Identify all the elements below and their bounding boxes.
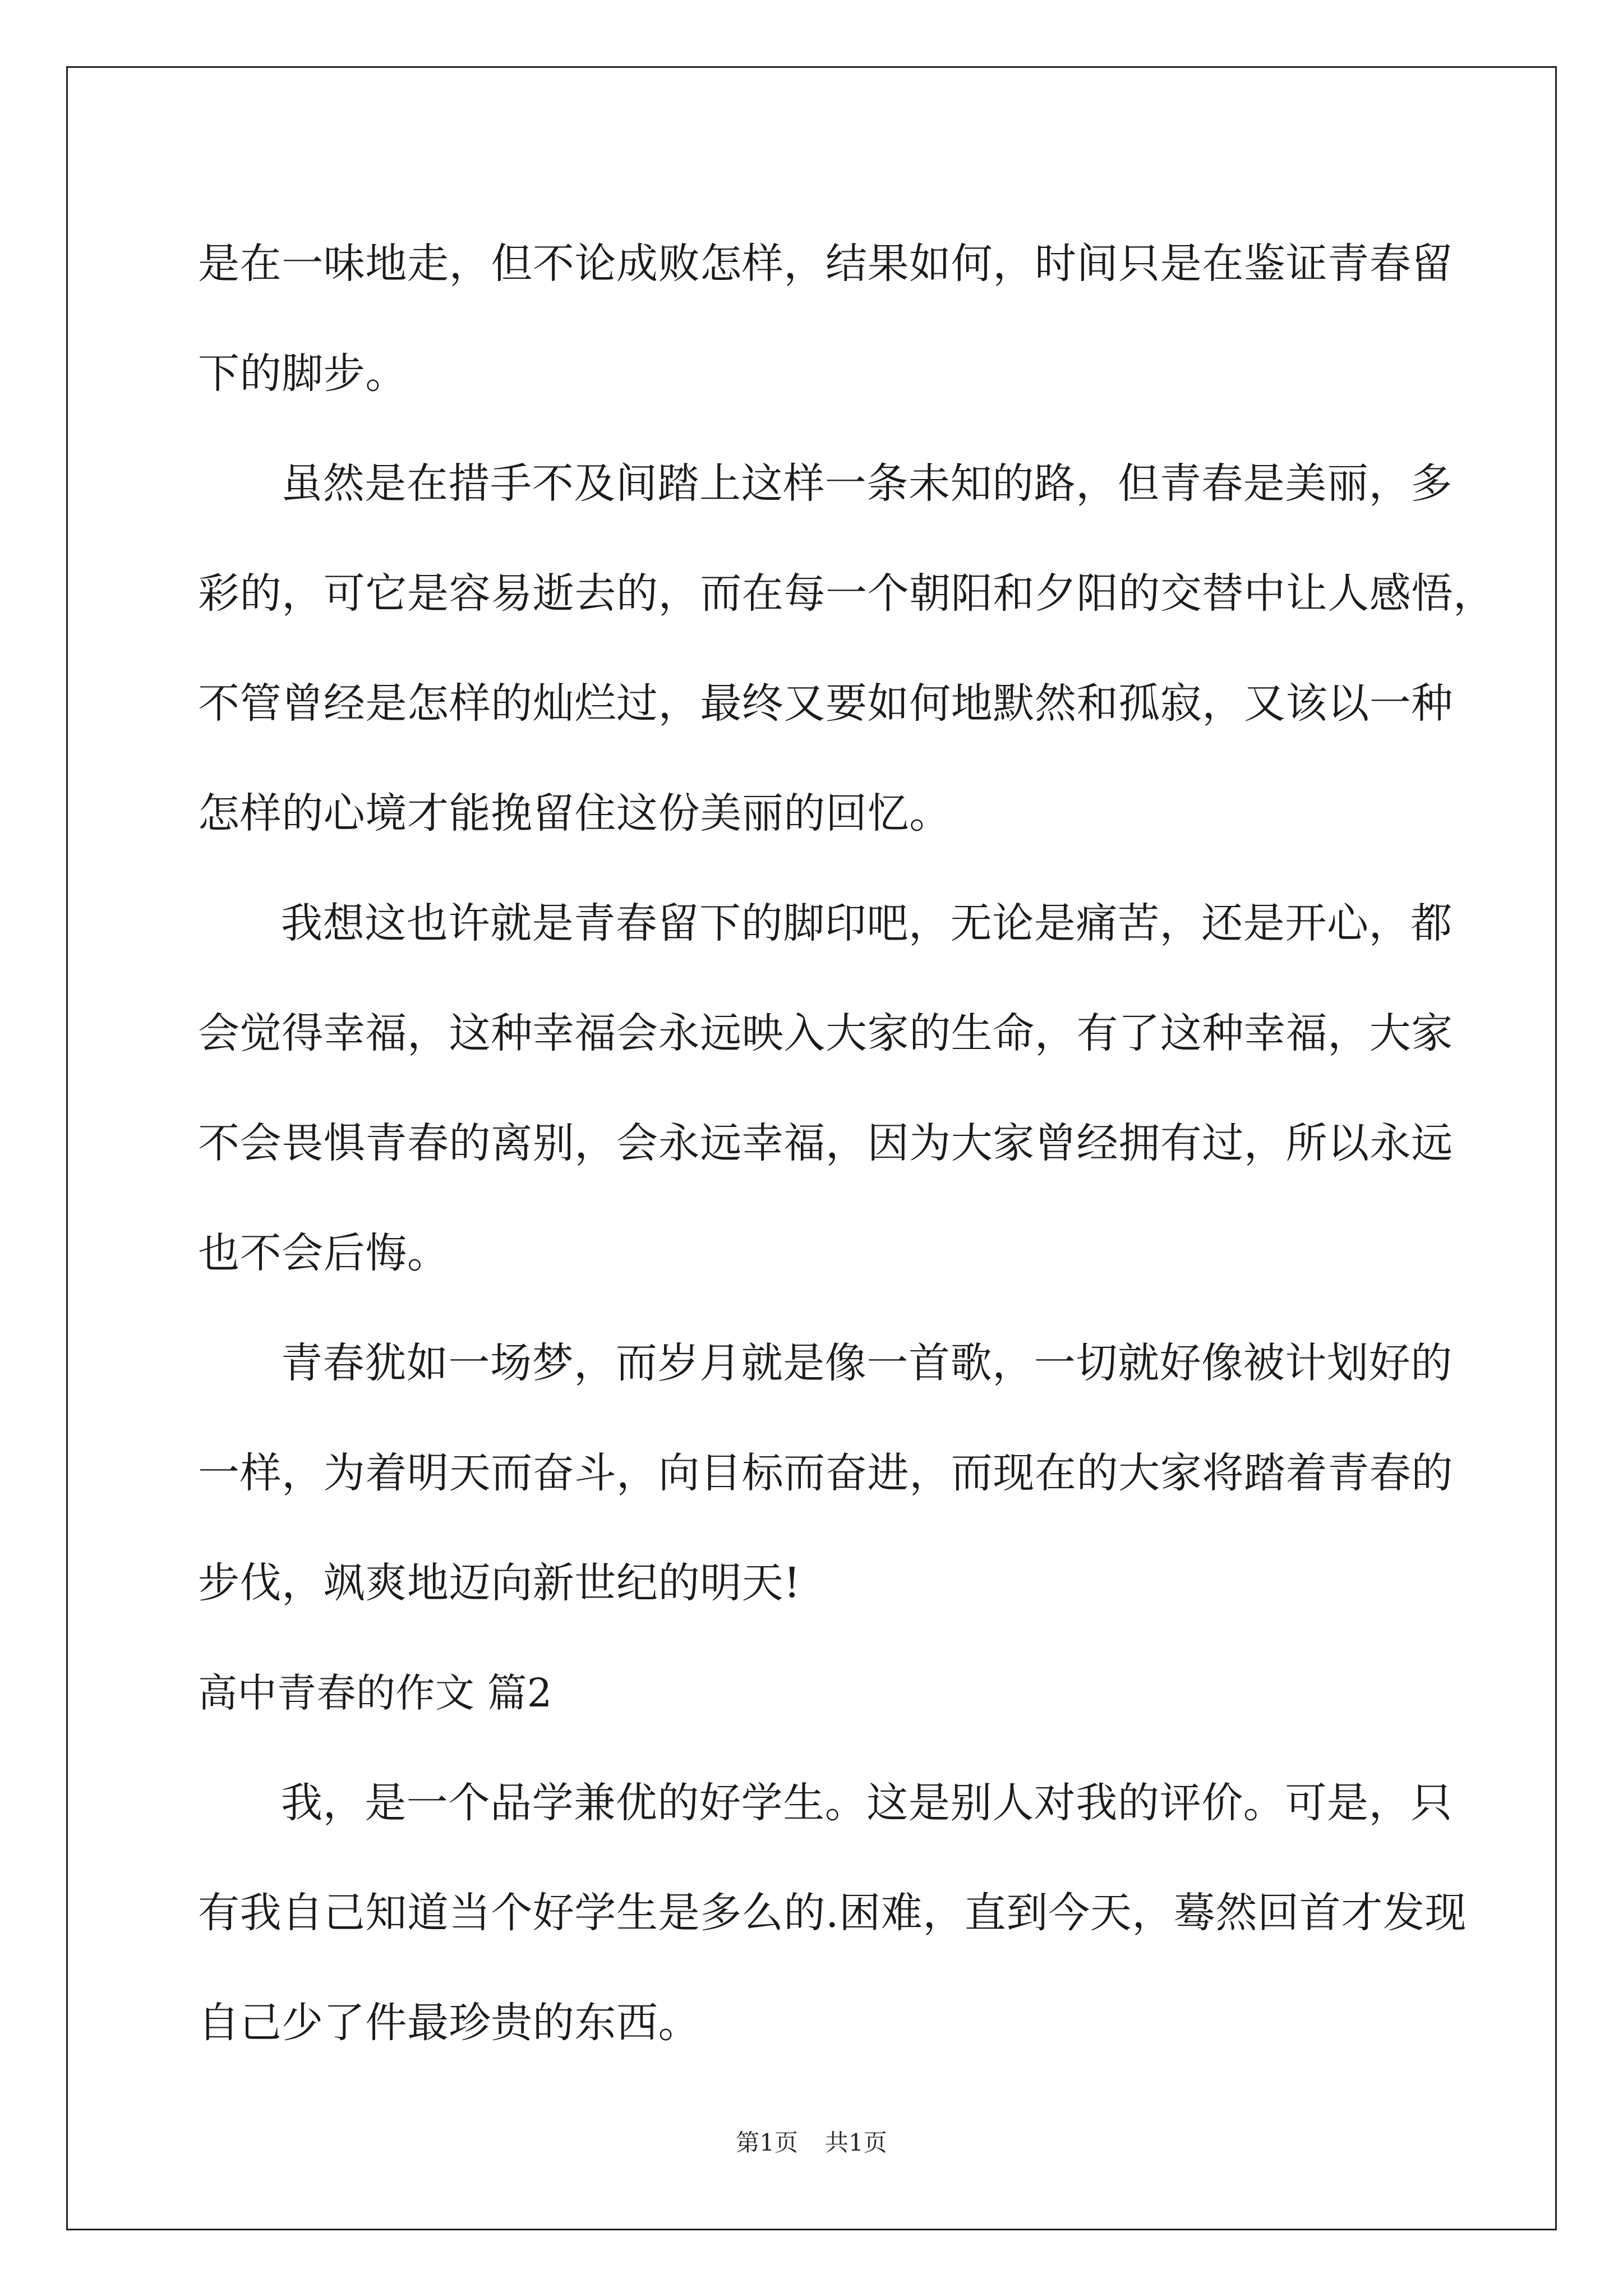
text-line: 有我自己知道当个好学生是多么的.困难，直到今天，蓦然回首才发现	[198, 1889, 1467, 1937]
text-line: 下的脚步。	[198, 349, 407, 398]
text-line: 自己少了件最珍贵的东西。	[198, 1999, 700, 2047]
text-line: 不会畏惧青春的离别，会永远幸福，因为大家曾经拥有过，所以永远	[198, 1119, 1453, 1167]
text-line: 一样，为着明天而奋斗，向目标而奋进，而现在的大家将踏着青春的	[198, 1449, 1453, 1497]
text-line: 也不会后悔。	[198, 1229, 449, 1277]
section-heading: 高中青春的作文 篇2	[198, 1670, 552, 1716]
text-line: 不管曾经是怎样的灿烂过，最终又要如何地默然和孤寂，又该以一种	[198, 679, 1453, 728]
page-footer	[0, 2126, 1623, 2160]
page-number-current: 第1页	[736, 2129, 798, 2156]
text-line: 步伐，飒爽地迈向新世纪的明天!	[198, 1559, 801, 1607]
paragraph-start-line: 我，是一个品学兼优的好学生。这是别人对我的评价。可是，只	[281, 1779, 1453, 1827]
text-line: 会觉得幸福，这种幸福会永远映入大家的生命，有了这种幸福，大家	[198, 1009, 1453, 1057]
paragraph-start-line: 青春犹如一场梦，而岁月就是像一首歌，一切就好像被计划好的	[281, 1339, 1453, 1387]
text-line: 是在一味地走，但不论成败怎样，结果如何，时间只是在鉴证青春留	[198, 240, 1453, 288]
paragraph-start-line: 虽然是在措手不及间踏上这样一条未知的路，但青春是美丽，多	[281, 459, 1453, 508]
page-number-total: 共1页	[825, 2129, 887, 2156]
paragraph-start-line: 我想这也许就是青春留下的脚印吧，无论是痛苦，还是开心，都	[281, 899, 1453, 947]
text-line: 彩的，可它是容易逝去的，而在每一个朝阳和夕阳的交替中让人感悟，	[198, 569, 1495, 618]
text-line: 怎样的心境才能挽留住这份美丽的回忆。	[198, 789, 951, 838]
document-body	[198, 209, 1495, 2078]
